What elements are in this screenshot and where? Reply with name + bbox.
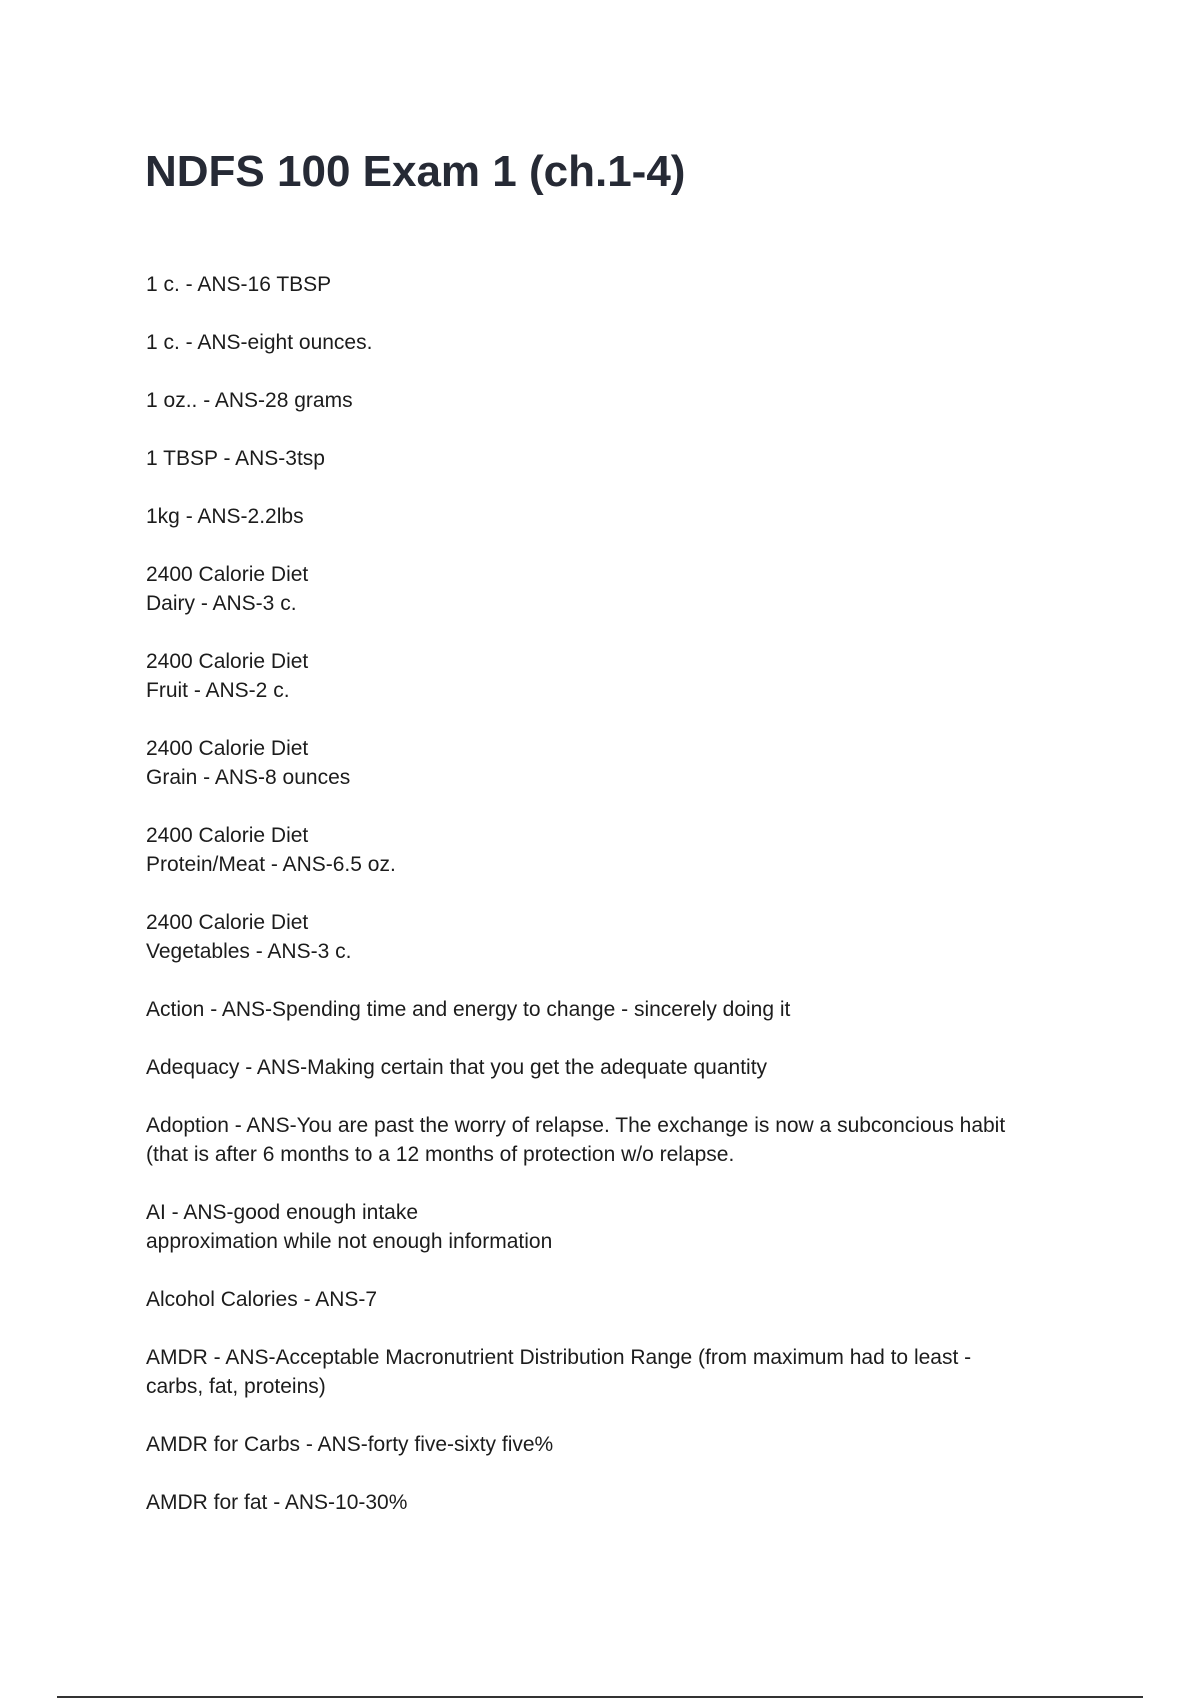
entry-term-line: 2400 Calorie Diet bbox=[146, 824, 309, 847]
flashcard-entry bbox=[146, 1198, 1086, 1256]
flashcard-entry bbox=[146, 1430, 1086, 1459]
entry-continuation-line: approximation while not enough information bbox=[146, 1230, 553, 1253]
flashcard-entry bbox=[146, 821, 1086, 879]
entry-term-line: Action - ANS-Spending time and energy to change - sincerely doing it bbox=[146, 998, 791, 1021]
entry-continuation-line: Fruit - ANS-2 c. bbox=[146, 679, 290, 702]
entry-term-line: 2400 Calorie Diet bbox=[146, 563, 309, 586]
entry-term-line: AMDR for Carbs - ANS-forty five-sixty five% bbox=[146, 1433, 554, 1456]
flashcard-entry bbox=[146, 1111, 1086, 1169]
entry-continuation-line: (that is after 6 months to a 12 months of protection w/o relapse. bbox=[146, 1143, 735, 1166]
flashcard-entry bbox=[146, 1053, 1086, 1082]
entry-term-line: 1 c. - ANS-eight ounces. bbox=[146, 331, 373, 354]
flashcard-entry bbox=[146, 444, 1086, 473]
entry-continuation-line: Dairy - ANS-3 c. bbox=[146, 592, 297, 615]
flashcard-entry bbox=[146, 1488, 1086, 1517]
entry-continuation-line: carbs, fat, proteins) bbox=[146, 1375, 326, 1398]
entry-term-line: 1 TBSP - ANS-3tsp bbox=[146, 447, 325, 470]
flashcard-entry bbox=[146, 560, 1086, 618]
entry-term-line: 2400 Calorie Diet bbox=[146, 737, 309, 760]
flashcard-entry bbox=[146, 734, 1086, 792]
entry-term-line: AMDR for fat - ANS-10-30% bbox=[146, 1491, 408, 1514]
entry-continuation-line: Grain - ANS-8 ounces bbox=[146, 766, 351, 789]
entry-term-line: 2400 Calorie Diet bbox=[146, 650, 309, 673]
entry-term-line: 2400 Calorie Diet bbox=[146, 911, 309, 934]
footer-divider bbox=[57, 1696, 1143, 1698]
entry-term-line: AI - ANS-good enough intake bbox=[146, 1201, 419, 1224]
flashcard-entry bbox=[146, 386, 1086, 415]
page-title: NDFS 100 Exam 1 (ch.1-4) bbox=[145, 147, 686, 196]
flashcard-entry bbox=[146, 995, 1086, 1024]
flashcard-entry bbox=[146, 270, 1086, 299]
flashcard-entry bbox=[146, 1343, 1086, 1401]
flashcard-entry bbox=[146, 1285, 1086, 1314]
entry-term-line: Alcohol Calories - ANS-7 bbox=[146, 1288, 378, 1311]
flashcard-entry bbox=[146, 328, 1086, 357]
entry-term-line: Adoption - ANS-You are past the worry of relapse. The exchange is now a subconcious habit bbox=[146, 1114, 1006, 1137]
entry-term-line: 1kg - ANS-2.2lbs bbox=[146, 505, 304, 528]
entry-continuation-line: Vegetables - ANS-3 c. bbox=[146, 940, 352, 963]
flashcard-list bbox=[146, 270, 1086, 1546]
entry-continuation-line: Protein/Meat - ANS-6.5 oz. bbox=[146, 853, 396, 876]
entry-term-line: Adequacy - ANS-Making certain that you get the adequate quantity bbox=[146, 1056, 768, 1079]
flashcard-entry bbox=[146, 908, 1086, 966]
flashcard-entry bbox=[146, 502, 1086, 531]
flashcard-entry bbox=[146, 647, 1086, 705]
entry-term-line: AMDR - ANS-Acceptable Macronutrient Distribution Range (from maximum had to least - bbox=[146, 1346, 972, 1369]
entry-term-line: 1 c. - ANS-16 TBSP bbox=[146, 273, 332, 296]
entry-term-line: 1 oz.. - ANS-28 grams bbox=[146, 389, 353, 412]
